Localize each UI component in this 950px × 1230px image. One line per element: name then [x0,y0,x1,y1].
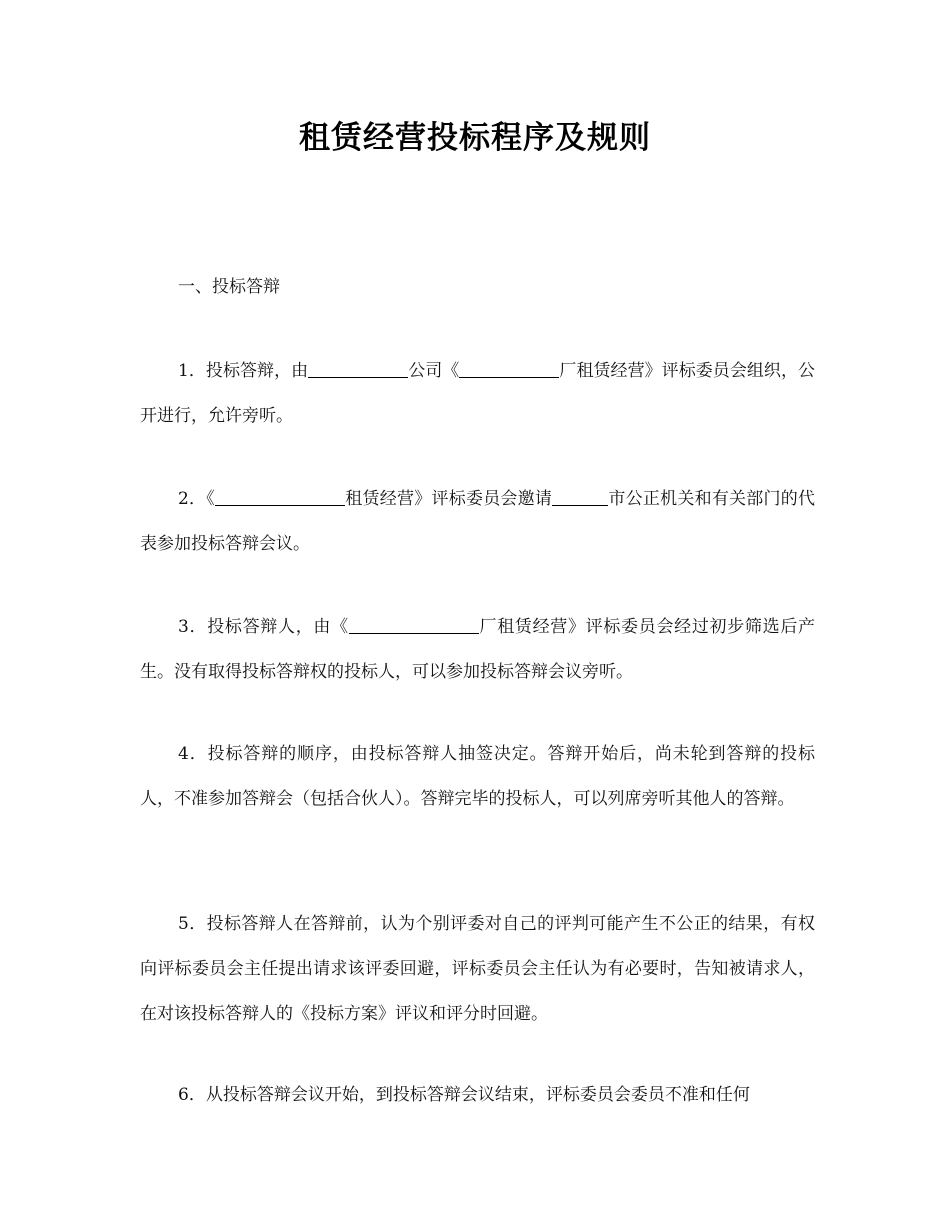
fill-in-blank [459,359,559,378]
paragraph-item-4 [140,732,815,822]
item-text: 投标答辩人在答辩前，认为个别评委对自己的评判可能产生不公正的结果，有权向评标委员会主任提出请求该评委回避，评标委员会主任认为有必要时，告知被请求人，在对该投标答辩人的《投标方案》评议和评分时回避。 [140,914,815,1024]
document-title: 租赁经营投标程序及规则 [299,120,651,156]
paragraph-item-3 [140,605,815,695]
item-text: 市公正机关和有关部门的代表参加投标答辩会议。 [140,489,816,554]
fill-in-blank [215,487,345,506]
item-text: 厂租赁经营》评标委员会组织，公开进行，允许旁听。 [140,361,816,426]
paragraph-item-2 [140,477,815,567]
paragraph-item-5 [140,902,815,1037]
item-text: 投标答辩人，由《 [207,617,349,637]
item-text: 《 [206,489,216,509]
item-text: 投标答辩，由 [205,361,309,381]
item-number: 4． [178,744,208,764]
fill-in-blank [308,359,408,378]
item-number: 1． [178,361,206,381]
item-text: 投标答辩的顺序，由投标答辩人抽签决定。答辩开始后，尚未轮到答辩的投标人，不准参加答辩会（包括合伙人）。答辩完毕的投标人，可以列席旁听其他人的答辩。 [140,744,815,809]
section-heading: 一、投标答辩 [178,277,280,297]
fill-in-blank [349,615,479,634]
item-number: 6． [178,1085,206,1105]
item-number: 2． [178,489,207,509]
item-number: 5． [178,914,207,934]
item-text: 租赁经营》评标委员会邀请 [345,489,553,509]
item-number: 3． [178,617,208,637]
paragraph-item-6 [140,1073,815,1118]
paragraph-item-1 [140,349,815,439]
item-text: 公司《 [408,361,460,381]
item-text: 从投标答辩会议开始，到投标答辩会议结束，评标委员会委员不准和任何 [205,1085,750,1105]
item-text: 厂租赁经营》评标委员会经过初步筛选后产生。没有取得投标答辩权的投标人，可以参加投标答辩会议旁听。 [140,617,816,682]
fill-in-blank [552,487,608,506]
